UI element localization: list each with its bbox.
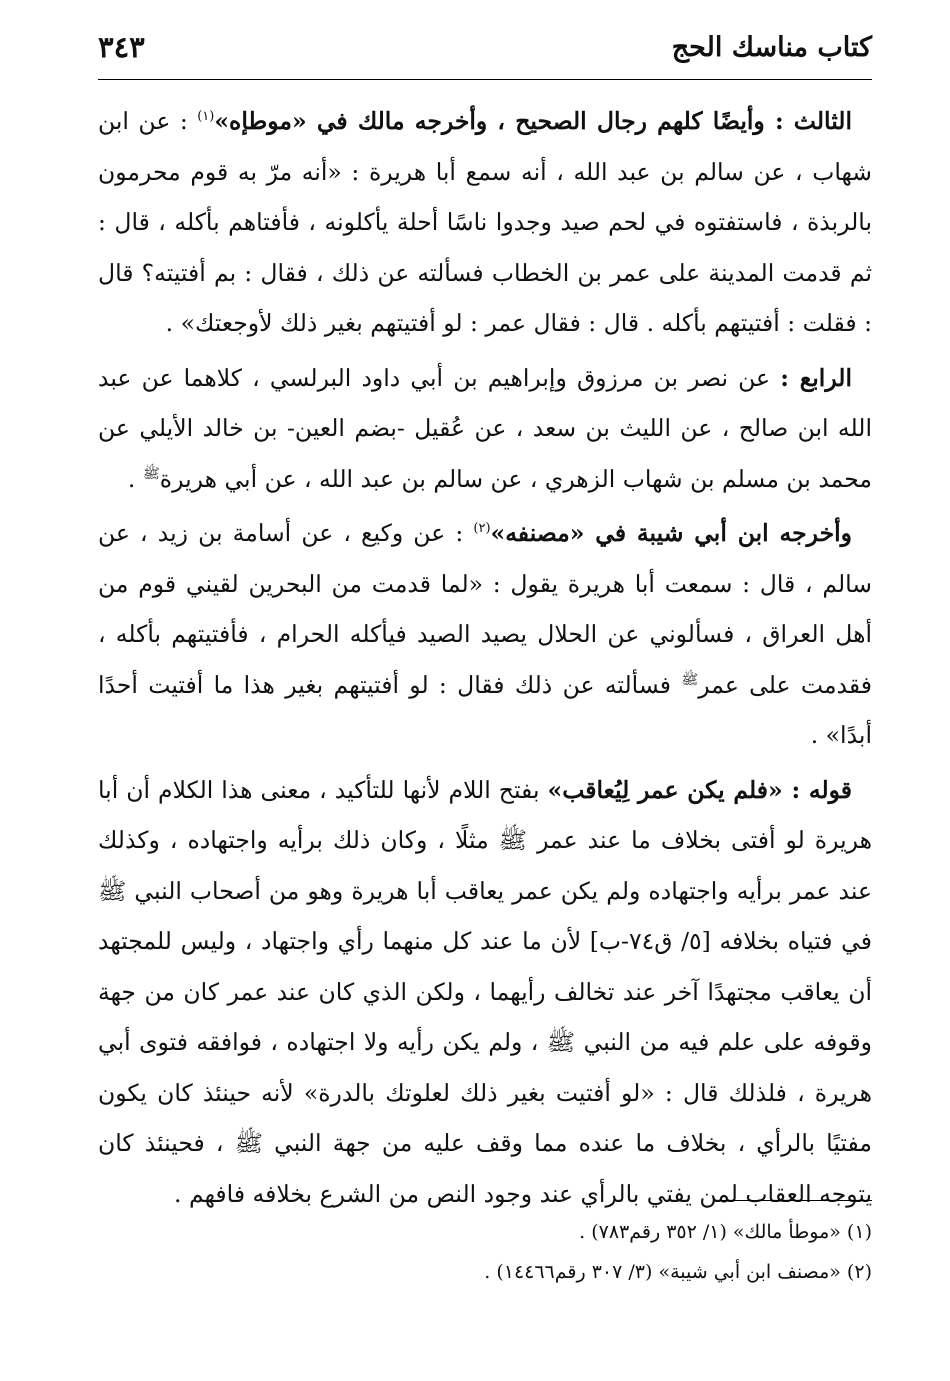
main-text [98, 96, 872, 1219]
paragraph-lead: قوله : «فلم يكن عمر لِيُعاقب» [547, 775, 852, 804]
paragraph-lead: الرابع : [780, 363, 852, 392]
paragraph-text: عن نصر بن مرزوق وإبراهيم بن أبي داود البرلسي ، كلاهما عن عبد الله ابن صالح ، عن الليث بن سعد ، عن عُقيل -بضم العين- بن خالد الأيلي عن محمد بن مسلم بن شهاب الزهري ، عن سالم بن عبد الله ، عن أبي هريرة [98, 363, 872, 493]
honorific-glyph: ﷺ [681, 671, 699, 688]
paragraph-text: بفتح اللام لأنها للتأكيد ، معنى هذا الكلام أن أبا هريرة لو أفتى بخلاف ما عند عمر ﷺ مثلًا ، وكان ذلك برأيه واجتهاده ، وكذلك عند عمر برأيه واجتهاده ولم يكن عمر يعاقب أبا هريرة وهو من أصحاب النبي ﷺ في فتياه بخلافه [٥/ ق٧٤-ب] لأن ما عند كل منهما رأي واجتهاد ، وليس للمجتهد أن يعاقب مجتهدًا آخر عند تخالف رأيهما ، ولكن الذي كان عند عمر كان من جهة وقوفه على علم فيه من النبي ﷺ ، ولم يكن رأيه ولا اجتهاده ، فوافقه فتوى أبي هريرة ، فلذلك قال : «لو أفتيت بغير ذلك لعلوتك بالدرة» لأنه حينئذ كان يكون مفتيًا بالرأي ، بخلاف ما عنده مما وقف عليه من جهة النبي ﷺ ، فحينئذ كان يتوجه العقاب لمن يفتي بالرأي عند وجود النص من الشرع بخلافه فافهم . [98, 775, 872, 1208]
footnotes [98, 1212, 872, 1292]
paragraph-lead: وأخرجه ابن أبي شيبة في «مصنفه» [490, 519, 852, 547]
book-title: كتاب مناسك الحج [671, 32, 872, 63]
footnote-1: (١) «موطأ مالك» (١/ ٣٥٢ رقم٧٨٣) . [579, 1221, 872, 1243]
paragraph-third-narration [98, 96, 872, 349]
footnote-2: (٢) «مصنف ابن أبي شيبة» (٣/ ٣٠٧ رقم١٤٤٦٦) . [484, 1261, 872, 1283]
page-number: ٣٤٣ [98, 30, 145, 64]
page-header [98, 26, 872, 76]
paragraph-tail: فسألته عن ذلك فقال : لو أفتيتهم بغير هذا ما أفتيت أحدًا أبدًا» . [98, 670, 872, 749]
footnote-ref-2: (٢) [473, 521, 491, 537]
paragraph-text: : عن وكيع ، عن أسامة بن زيد ، عن سالم ، قال : سمعت أبا هريرة يقول : «لما قدمت من البحرين لقيني قوم من أهل العراق ، فسألوني عن الحلال يصيد الصيد فيأكله الحرام ، فأفتيتهم بأكله ، فقدمت على عمر [98, 519, 873, 699]
honorific-glyph: ﷺ [142, 465, 160, 482]
header-divider [98, 79, 872, 80]
paragraph-text: : عن ابن شهاب ، عن سالم بن عبد الله ، أنه سمع أبا هريرة : «أنه مرّ به قوم محرمون بالربذة ، فاستفتوه في لحم صيد وجدوا ناسًا أحلة يأكلونه ، فأفتاهم بأكله ، قال : ثم قدمت المدينة على عمر بن الخطاب فسألته عن ذلك ، فقال : بم أفتيته؟ قال : فقلت : أفتيتهم بأكله . قال : فقال عمر : لو أفتيتهم بغير ذلك لأوجعتك» . [98, 107, 872, 337]
paragraph-ibn-abi-shayba [98, 508, 872, 761]
footnote-ref-1: (١) [197, 109, 215, 125]
paragraph-tail: . [127, 464, 143, 493]
paragraph-fourth-narration [98, 353, 872, 505]
paragraph-commentary [98, 765, 872, 1220]
paragraph-lead: الثالث : وأيضًا كلهم رجال الصحيح ، وأخرجه مالك في «موطإه» [214, 107, 852, 135]
footnote-divider [720, 1200, 872, 1201]
